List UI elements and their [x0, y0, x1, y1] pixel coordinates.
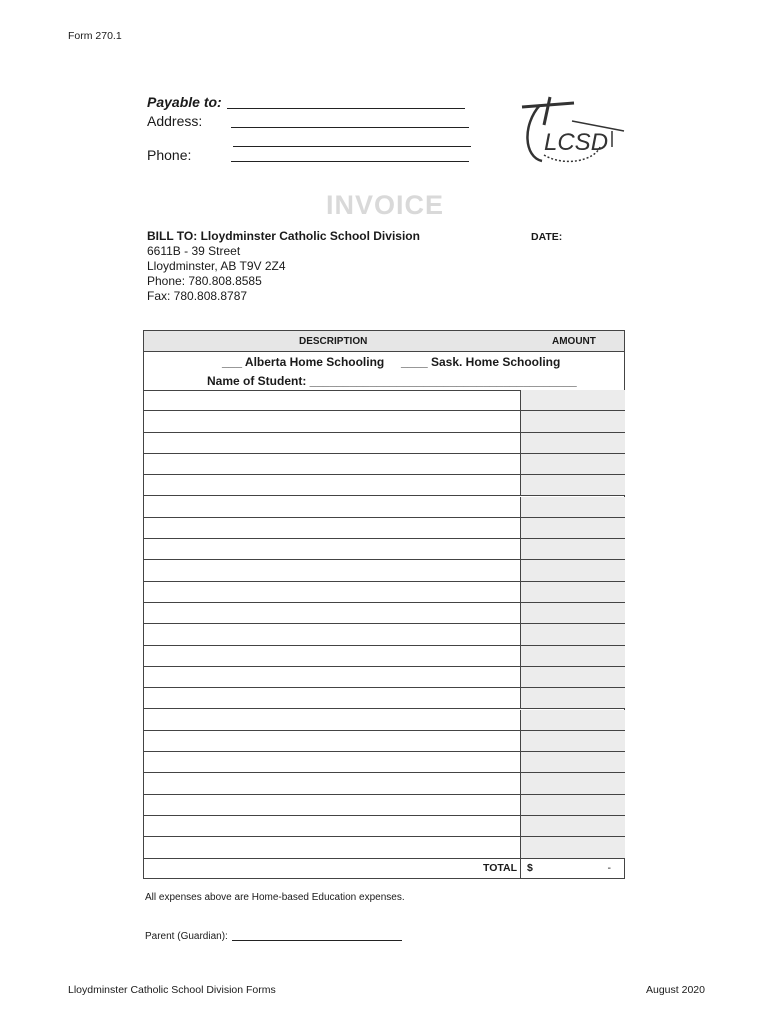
footer-right: August 2020 — [646, 984, 705, 996]
expenses-note: All expenses above are Home-based Education expenses. — [145, 892, 405, 903]
table-row[interactable] — [144, 539, 624, 560]
amount-cell[interactable] — [520, 390, 625, 410]
total-cell — [520, 858, 625, 878]
total-currency: $ — [527, 862, 533, 874]
table-row[interactable] — [144, 795, 624, 816]
table-row[interactable] — [144, 454, 624, 475]
table-row[interactable] — [144, 752, 624, 773]
footer-left: Lloydminster Catholic School Division Forms — [68, 984, 276, 996]
amount-cell[interactable] — [520, 773, 625, 793]
bill-to-block — [147, 229, 420, 304]
parent-label: Parent (Guardian): — [145, 931, 228, 942]
form-number: Form 270.1 — [68, 30, 122, 42]
amount-cell[interactable] — [520, 603, 625, 623]
amount-cell[interactable] — [520, 795, 625, 815]
amount-cell[interactable] — [520, 837, 625, 857]
amount-cell[interactable] — [520, 475, 625, 495]
table-row[interactable] — [144, 390, 624, 411]
amount-cell[interactable] — [520, 731, 625, 751]
bill-to-city: Lloydminster, AB T9V 2Z4 — [147, 259, 286, 273]
logo-text: LCSD — [544, 129, 609, 156]
total-row — [144, 858, 624, 878]
bill-to-fax: Fax: 780.808.8787 — [147, 289, 248, 303]
amount-cell[interactable] — [520, 560, 625, 580]
sask-option[interactable]: ____ Sask. Home Schooling — [400, 355, 561, 369]
table-row[interactable] — [144, 497, 624, 518]
address-label: Address: — [147, 113, 203, 129]
amount-cell[interactable] — [520, 411, 625, 431]
amount-header: AMOUNT — [552, 336, 596, 347]
table-row[interactable] — [144, 603, 624, 624]
table-row[interactable] — [144, 731, 624, 752]
amount-cell[interactable] — [520, 752, 625, 772]
bill-to-name: Lloydminster Catholic School Division — [200, 229, 420, 243]
amount-cell[interactable] — [520, 667, 625, 687]
bill-to-label: BILL TO: — [147, 229, 198, 243]
table-row[interactable] — [144, 710, 624, 731]
phone-field[interactable] — [231, 161, 469, 162]
table-row[interactable] — [144, 518, 624, 539]
amount-cell[interactable] — [520, 816, 625, 836]
date-label: DATE: — [531, 231, 563, 243]
phone-label: Phone: — [147, 147, 192, 163]
amount-cell[interactable] — [520, 454, 625, 474]
table-row[interactable] — [144, 646, 624, 667]
bill-to-phone: Phone: 780.808.8585 — [147, 274, 262, 288]
parent-signature-field[interactable] — [232, 940, 402, 941]
amount-cell[interactable] — [520, 497, 625, 517]
amount-cell[interactable] — [520, 582, 625, 602]
bill-to-street: 6611B - 39 Street — [147, 244, 241, 258]
table-row[interactable] — [144, 624, 624, 645]
alberta-option[interactable]: ___ Alberta Home Schooling — [222, 355, 385, 369]
table-row[interactable] — [144, 773, 624, 794]
invoice-table — [143, 330, 625, 879]
table-row[interactable] — [144, 475, 624, 496]
table-row[interactable] — [144, 560, 624, 581]
invoice-title: INVOICE — [325, 190, 445, 220]
table-row[interactable] — [144, 667, 624, 688]
amount-cell[interactable] — [520, 433, 625, 453]
table-row[interactable] — [144, 411, 624, 432]
student-name-field[interactable]: Name of Student: ________________________________________ — [207, 374, 577, 388]
table-row[interactable] — [144, 837, 624, 858]
schooling-choice — [144, 352, 624, 391]
payable-to-label: Payable to: — [147, 94, 222, 110]
amount-cell[interactable] — [520, 518, 625, 538]
address-field-line-1[interactable] — [231, 127, 469, 128]
table-row[interactable] — [144, 816, 624, 837]
table-row[interactable] — [144, 582, 624, 603]
total-value: - — [607, 862, 611, 874]
table-row[interactable] — [144, 433, 624, 454]
lcsd-logo — [514, 95, 626, 177]
amount-cell[interactable] — [520, 710, 625, 730]
amount-cell[interactable] — [520, 646, 625, 666]
amount-cell[interactable] — [520, 539, 625, 559]
total-label: TOTAL — [482, 862, 517, 874]
table-header — [144, 331, 624, 352]
address-field-line-2[interactable] — [233, 146, 471, 147]
table-row[interactable] — [144, 688, 624, 709]
amount-cell[interactable] — [520, 688, 625, 708]
amount-cell[interactable] — [520, 624, 625, 644]
payable-to-field[interactable] — [227, 108, 465, 109]
description-header: DESCRIPTION — [299, 336, 368, 347]
